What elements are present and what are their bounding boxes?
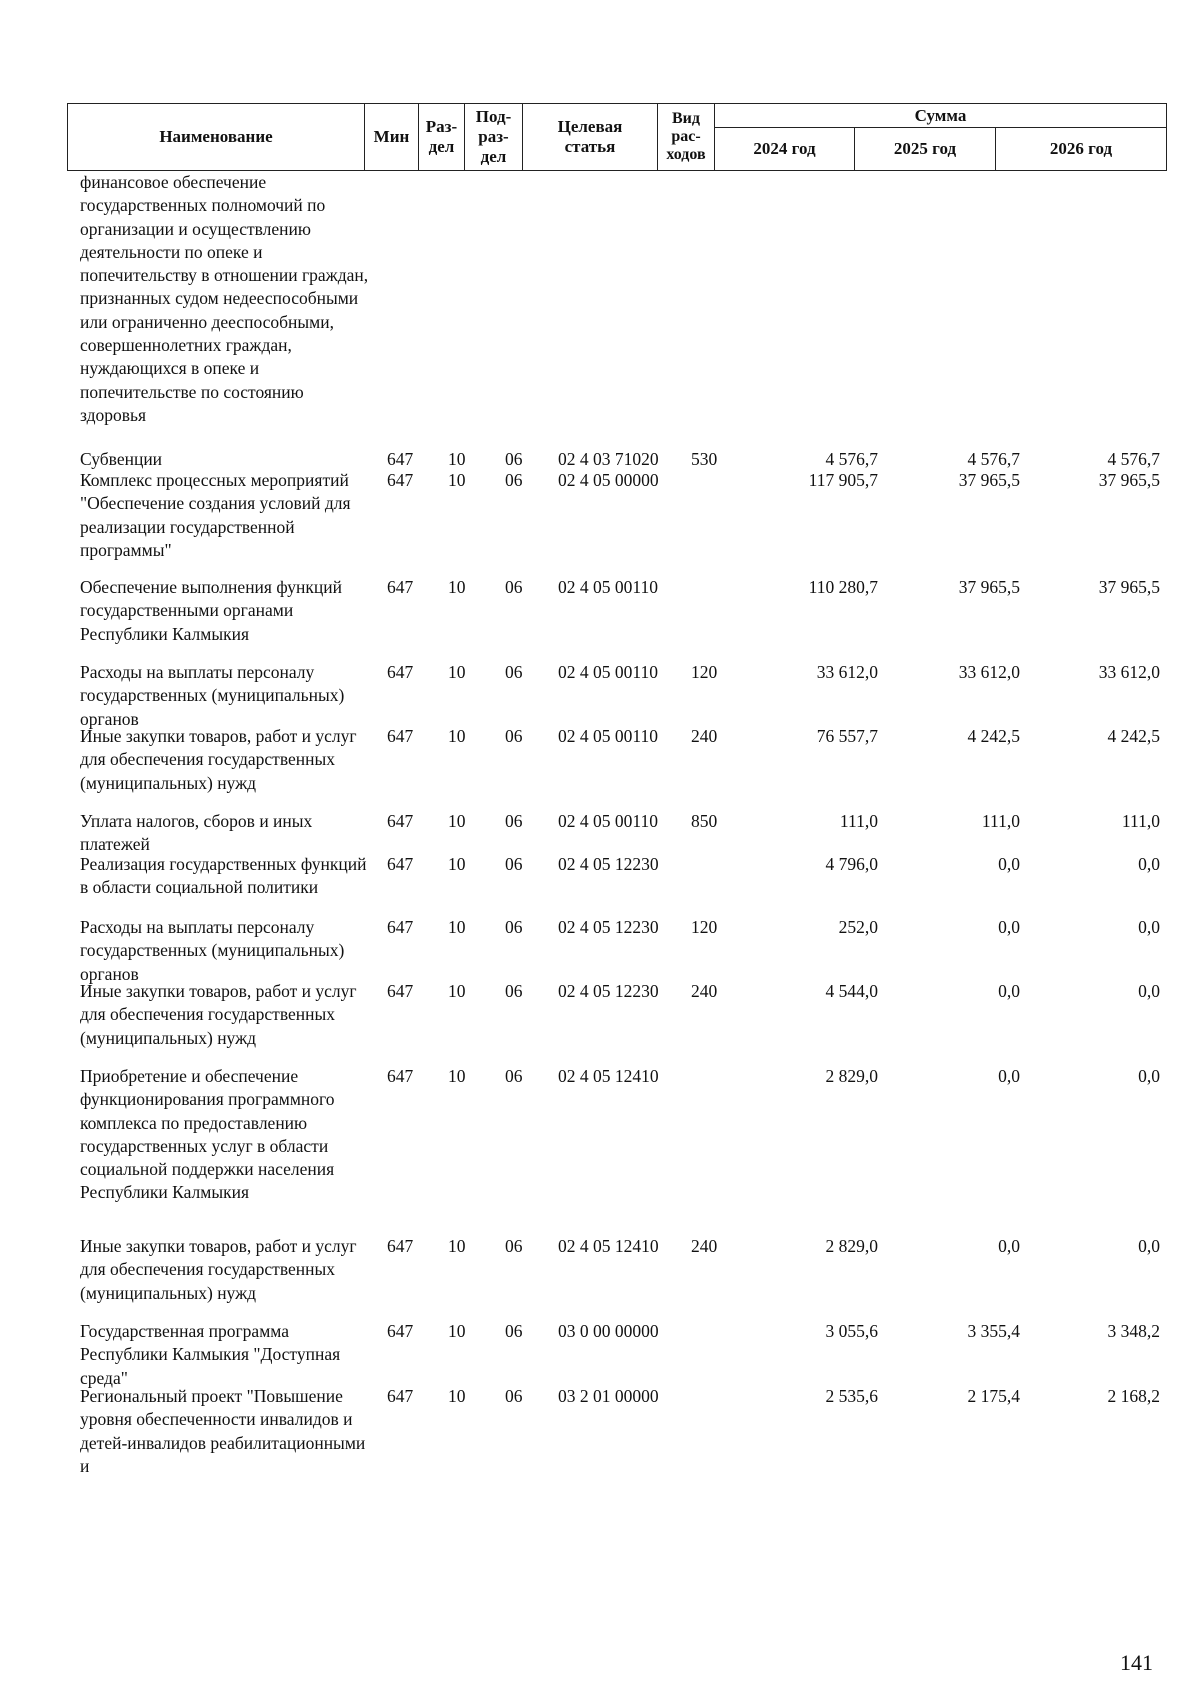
cell-podrazdel: 06 [505,726,523,746]
cell-2024: 252,0 [838,917,878,937]
cell-min: 647 [387,1386,414,1406]
cell-2024: 2 829,0 [825,1066,878,1086]
cell-razdel: 10 [448,917,466,937]
cell-2025: 37 965,5 [958,577,1020,597]
cell-stat: 03 2 01 00000 [558,1386,659,1406]
col-header-podrazdel: Под- раз- дел [465,104,523,171]
cell-min: 647 [387,726,414,746]
col-header-summa: Сумма [715,104,1167,128]
cell-razdel: 10 [448,1321,466,1341]
cell-2026: 111,0 [1121,811,1160,831]
row-name: Иные закупки товаров, работ и услуг для обеспечения государственных (муниципальных) нужд [80,1236,357,1303]
cell-stat: 02 4 05 12410 [558,1066,659,1086]
cell-2026: 2 168,2 [1107,1386,1160,1406]
row-name: Иные закупки товаров, работ и услуг для обеспечения государственных (муниципальных) нужд [80,981,357,1048]
cell-2026: 0,0 [1138,981,1160,1001]
cell-2025: 3 355,4 [967,1321,1020,1341]
cell-2025: 0,0 [998,917,1020,937]
cell-razdel: 10 [448,811,466,831]
cell-stat: 02 4 05 00110 [558,726,658,746]
cell-razdel: 10 [448,662,466,682]
cell-razdel: 10 [448,577,466,597]
cell-2025: 33 612,0 [958,662,1020,682]
cell-razdel: 10 [448,1066,466,1086]
cell-podrazdel: 06 [505,470,523,490]
cell-min: 647 [387,449,414,469]
cell-2025: 2 175,4 [967,1386,1020,1406]
cell-2025: 0,0 [998,1236,1020,1256]
cell-2025: 111,0 [981,811,1020,831]
cell-podrazdel: 06 [505,449,523,469]
row-name: Комплекс процессных мероприятий "Обеспечение создания условий для реализации государственной программы" [80,470,351,560]
cell-razdel: 10 [448,1386,466,1406]
col-header-razdel: Раз- дел [419,104,465,171]
cell-podrazdel: 06 [505,577,523,597]
cell-vid: 240 [691,1236,718,1256]
row-name: Уплата налогов, сборов и иных платежей [80,811,313,855]
cell-stat: 02 4 03 71020 [558,449,659,469]
cell-2024: 76 557,7 [816,726,878,746]
cell-vid: 530 [691,449,718,469]
cell-2026: 4 576,7 [1107,449,1160,469]
cell-2024: 4 576,7 [825,449,878,469]
cell-min: 647 [387,1236,414,1256]
cell-2025: 4 242,5 [967,726,1020,746]
cell-podrazdel: 06 [505,1321,523,1341]
cell-min: 647 [387,470,414,490]
cell-min: 647 [387,811,414,831]
cell-podrazdel: 06 [505,917,523,937]
cell-2024: 110 280,7 [808,577,878,597]
row-name: Государственная программа Республики Калмыкия "Доступная среда" [80,1321,341,1388]
cell-min: 647 [387,1066,414,1086]
cell-stat: 02 4 05 12230 [558,981,659,1001]
cell-stat: 02 4 05 00000 [558,470,659,490]
cell-2024: 2 829,0 [825,1236,878,1256]
cell-2026: 0,0 [1138,1066,1160,1086]
row-name: Расходы на выплаты персоналу государственных (муниципальных) органов [80,662,345,729]
cell-2026: 3 348,2 [1107,1321,1160,1341]
cell-2024: 3 055,6 [825,1321,878,1341]
cell-2025: 37 965,5 [958,470,1020,490]
cell-stat: 03 0 00 00000 [558,1321,659,1341]
cell-2026: 37 965,5 [1098,577,1160,597]
row-name: Иные закупки товаров, работ и услуг для обеспечения государственных (муниципальных) нужд [80,726,357,793]
cell-podrazdel: 06 [505,854,523,874]
cell-2025: 0,0 [998,1066,1020,1086]
col-header-min: Мин [365,104,419,171]
col-header-vid: Вид рас- ходов [658,104,715,171]
row-name: Приобретение и обеспечение функционирования программного комплекса по предоставлению государственных услуг в области социальной поддержки населения Республики Калмыкия [80,1066,335,1203]
row-name: Реализация государственных функций в области социальной политики [80,854,367,898]
cell-min: 647 [387,1321,414,1341]
cell-stat: 02 4 05 12230 [558,917,659,937]
row-name: Региональный проект "Повышение уровня обеспеченности инвалидов и детей-инвалидов реабилитационными и [80,1386,366,1476]
cell-2026: 0,0 [1138,1236,1160,1256]
cell-podrazdel: 06 [505,811,523,831]
col-header-stat: Целевая статья [523,104,658,171]
cell-2025: 0,0 [998,854,1020,874]
cell-2026: 4 242,5 [1107,726,1160,746]
cell-vid: 240 [691,981,718,1001]
cell-stat: 02 4 05 00110 [558,811,658,831]
cell-2024: 2 535,6 [825,1386,878,1406]
cell-min: 647 [387,662,414,682]
cell-min: 647 [387,917,414,937]
cell-podrazdel: 06 [505,1066,523,1086]
cell-stat: 02 4 05 12230 [558,854,659,874]
cell-2024: 33 612,0 [816,662,878,682]
cell-podrazdel: 06 [505,981,523,1001]
cell-2024: 4 544,0 [825,981,878,1001]
cell-2025: 4 576,7 [967,449,1020,469]
cell-podrazdel: 06 [505,1386,523,1406]
cell-razdel: 10 [448,470,466,490]
row-name: Субвенции [80,449,163,469]
cell-2026: 0,0 [1138,854,1160,874]
col-header-2026: 2026 год [996,128,1167,171]
cell-min: 647 [387,577,414,597]
cell-razdel: 10 [448,981,466,1001]
cell-min: 647 [387,854,414,874]
cell-razdel: 10 [448,726,466,746]
cell-razdel: 10 [448,1236,466,1256]
cell-2026: 37 965,5 [1098,470,1160,490]
row-name: Расходы на выплаты персоналу государственных (муниципальных) органов [80,917,345,984]
cell-razdel: 10 [448,449,466,469]
cell-min: 647 [387,981,414,1001]
col-header-2025: 2025 год [855,128,996,171]
cell-podrazdel: 06 [505,662,523,682]
cell-vid: 120 [691,917,718,937]
cell-2025: 0,0 [998,981,1020,1001]
col-header-2024: 2024 год [715,128,855,171]
cell-vid: 120 [691,662,718,682]
cell-2026: 0,0 [1138,917,1160,937]
cell-stat: 02 4 05 00110 [558,662,658,682]
row-name: финансовое обеспечение государственных полномочий по организации и осуществлению деятельности по опеке и попечительству в отношении граждан, признанных судом недееспособными или ограниченно дееспособными, совершеннолетних граждан, нуждающихся в опеке и попечительстве по состоянию здоровья [80,172,369,425]
cell-2024: 4 796,0 [825,854,878,874]
cell-vid: 850 [691,811,718,831]
cell-stat: 02 4 05 12410 [558,1236,659,1256]
cell-2024: 111,0 [839,811,878,831]
row-name: Обеспечение выполнения функций государственными органами Республики Калмыкия [80,577,342,644]
cell-stat: 02 4 05 00110 [558,577,658,597]
cell-2024: 117 905,7 [808,470,878,490]
cell-razdel: 10 [448,854,466,874]
cell-2026: 33 612,0 [1098,662,1160,682]
cell-vid: 240 [691,726,718,746]
col-header-name: Наименование [68,104,365,171]
cell-podrazdel: 06 [505,1236,523,1256]
page-number: 141 [1120,1650,1153,1675]
